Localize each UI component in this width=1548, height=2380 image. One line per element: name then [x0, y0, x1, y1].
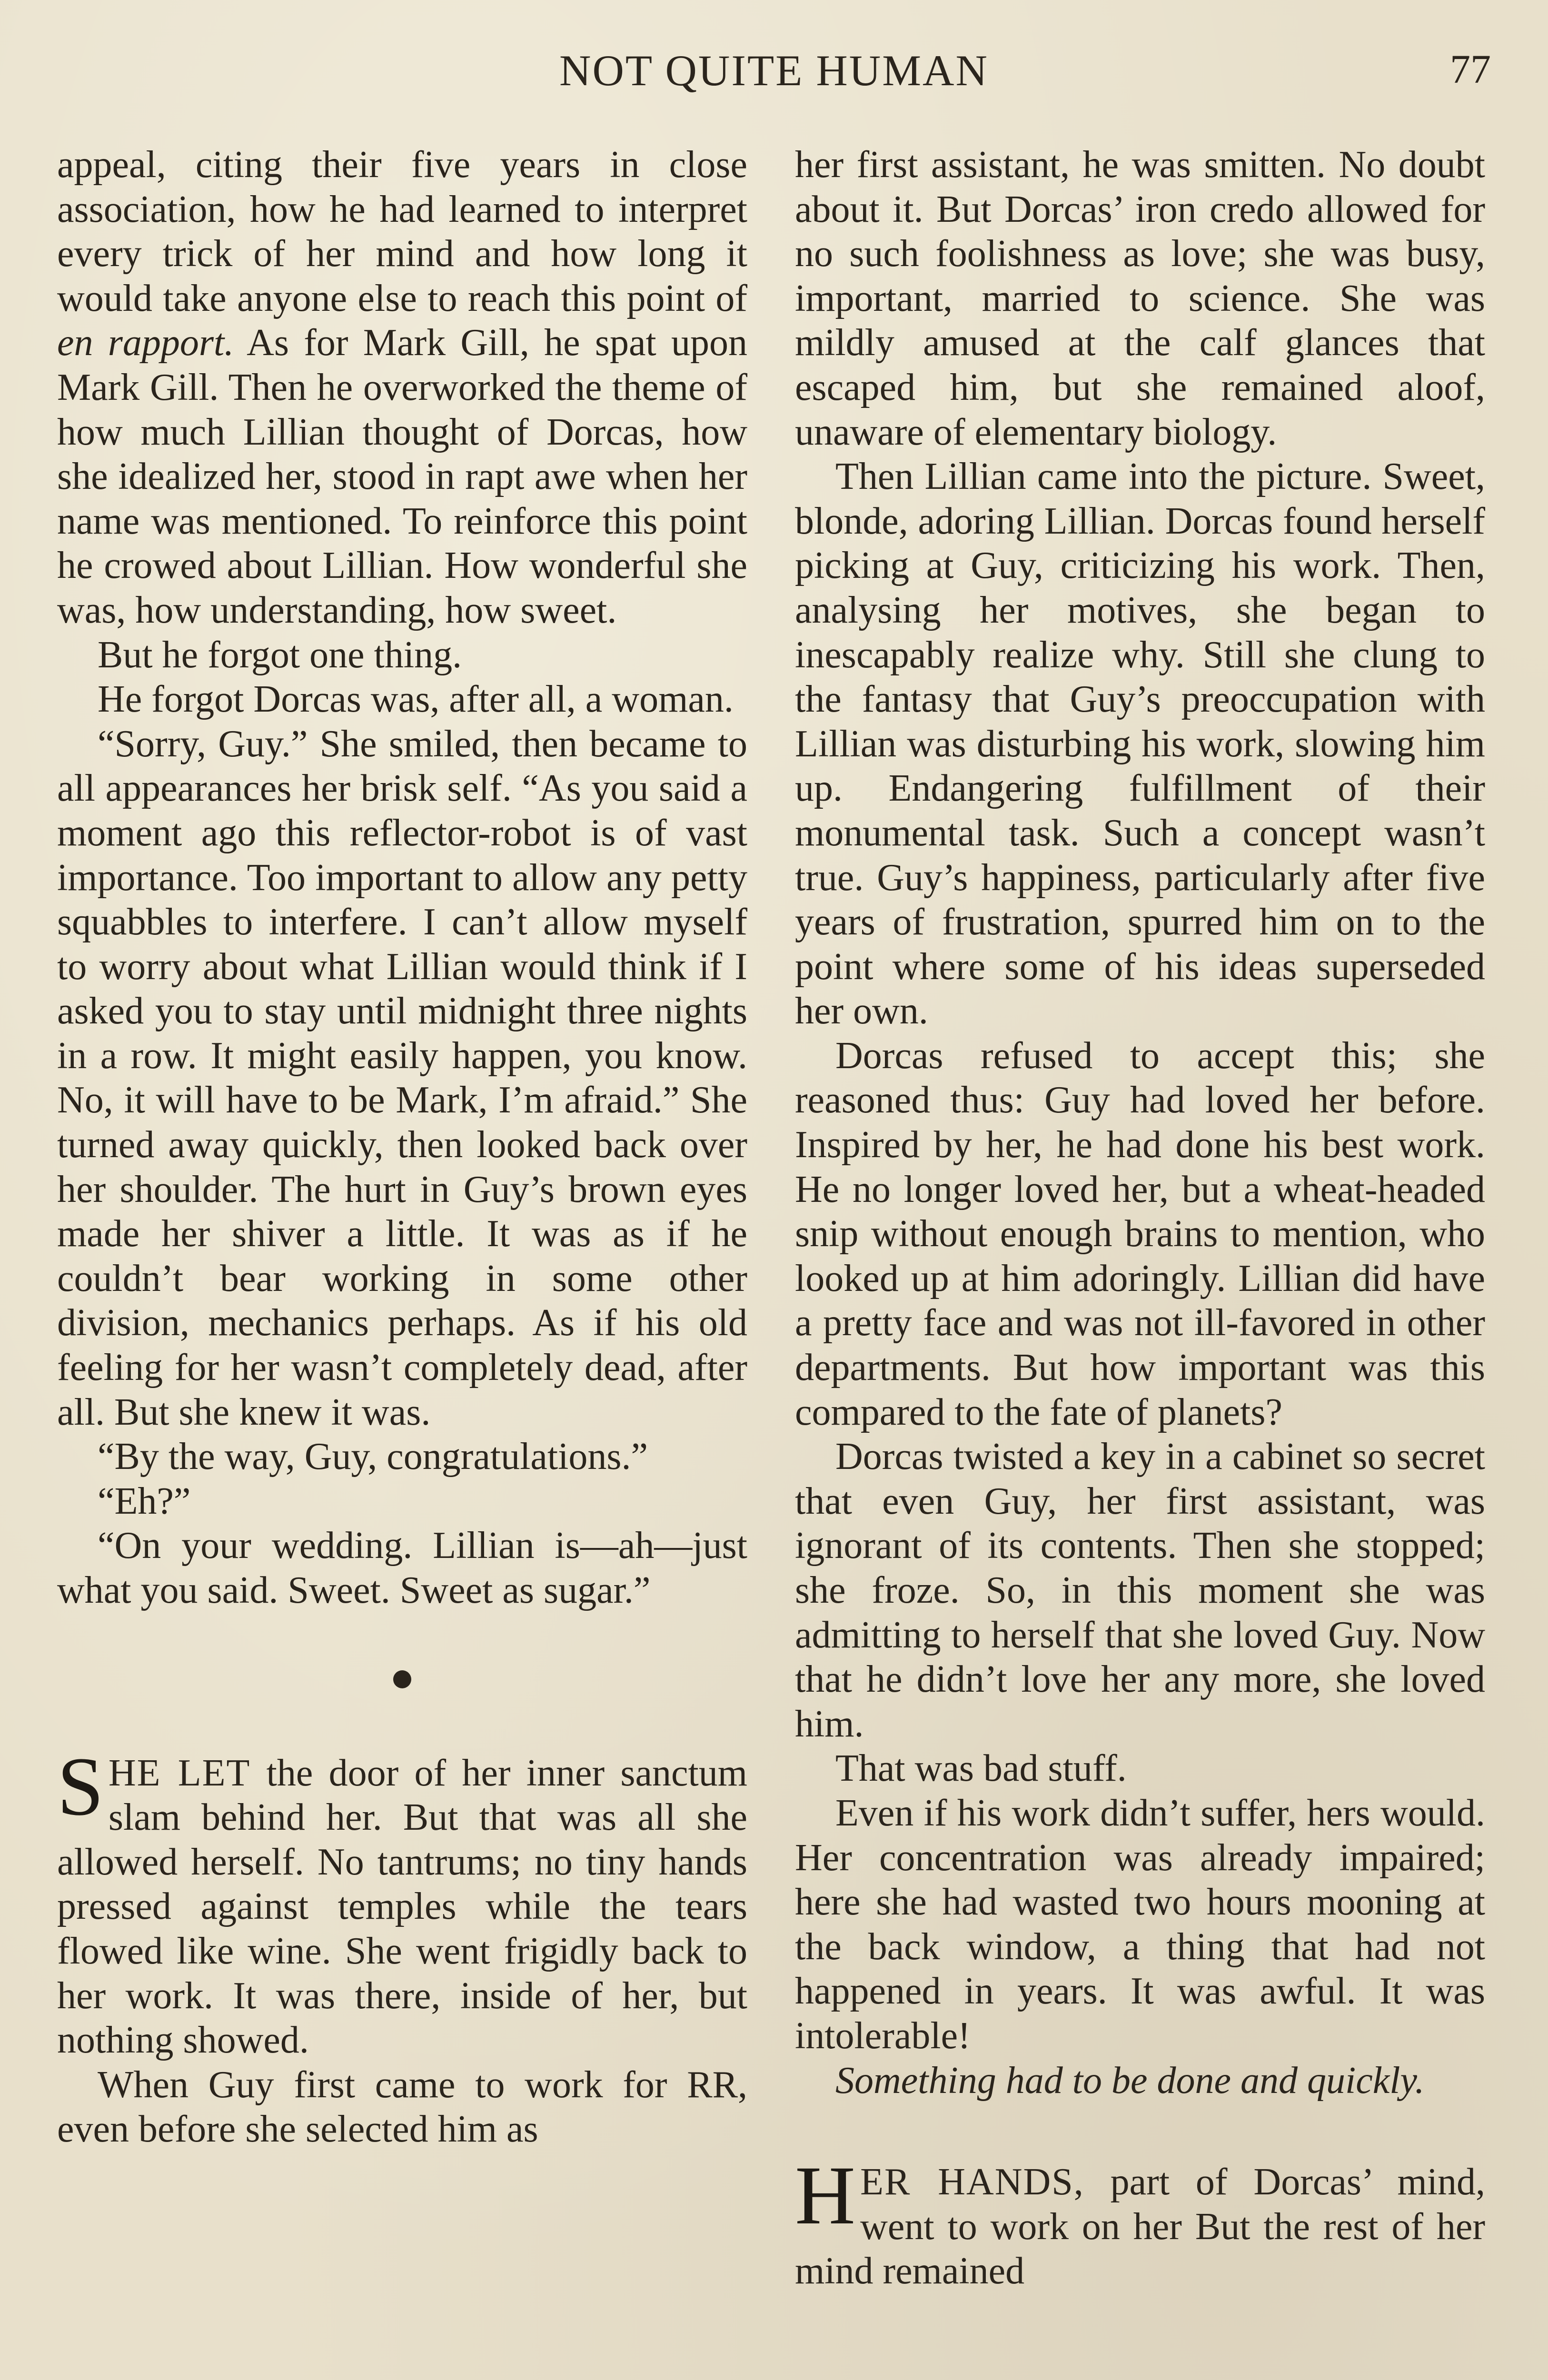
drop-cap: S — [57, 1740, 104, 1833]
paragraph: “By the way, Guy, congratulations.” — [98, 1436, 648, 1478]
paragraph: But he forgot one thing. — [98, 634, 462, 676]
paragraph: He forgot Dorcas was, after all, a woman. — [98, 678, 734, 721]
paragraph: Even if his work didn’t suffer, hers would. Her concentration was already impaired; here she had wasted two hours mooning at the back window, a thing that had not happened in years. It was awful. It was intolerable! — [795, 1792, 1485, 2057]
right-column — [795, 143, 1485, 2294]
small-caps-lead: ER HANDS, — [860, 2161, 1084, 2203]
paragraph: “Eh?” — [98, 1480, 191, 1522]
paragraph: Dorcas refused to accept this; she reasoned thus: Guy had loved her before. Inspired by her, he had done his best work. He no longer loved her, but a wheat-headed snip without enough brains to mention, who looked up at him adoringly. Lillian did have a pretty face and was not ill-favored in other departments. But how important was this compared to the fate of planets? — [795, 1034, 1485, 1433]
paragraph — [57, 143, 747, 633]
paragraph: When Guy first came to work for RR, even before she selected him as — [57, 2063, 747, 2151]
page-number: 77 — [1450, 46, 1491, 92]
paragraph-text: part of Dorcas’ mind, went to work on her But the rest of her mind remained — [795, 2161, 1486, 2292]
running-head — [0, 45, 1548, 102]
left-column — [57, 143, 747, 2152]
small-caps-lead: HE LET — [108, 1752, 251, 1794]
paragraph: Dorcas twisted a key in a cabinet so secret that even Guy, her first assistant, was ignorant of its contents. Then she stopped; she froze. So, in this moment she was admitting to herself that she loved Guy. Now that he didn’t love her any more, she loved him. — [795, 1436, 1485, 1745]
paragraph — [795, 2059, 1485, 2103]
section-opening-paragraph — [795, 2149, 1486, 2294]
paragraph-text: the door of her inner sanctum slam behind her. But that was all she allowed herself. No tantrums; no tiny hands pressed against temples while the tears flowed like wine. She went frigidly back to her work. It was there, inside of her, but nothing showed. — [57, 1752, 748, 2062]
paragraph-text: As for Mark Gill, he spat upon Mark Gill. Then he overworked the theme of how much Lillian thought of Dorcas, how she idealized her, stood in rapt awe when her name was mentioned. To reinforce this point he crowed about Lillian. How wonderful she was, how understanding, how sweet. — [57, 322, 747, 631]
section-opening-paragraph — [57, 1740, 748, 2063]
italic-phrase: en rapport. — [57, 322, 234, 364]
section-gap — [795, 2103, 1485, 2160]
paragraph: Then Lillian came into the picture. Sweet, blonde, adoring Lillian. Dorcas found herself picking at Guy, criticizing his work. Then, analysing her motives, she began to inescapably realize why. Still she clung to the fantasy that Guy’s preoccupation with Lillian was disturbing his work, slowing him up. Endangering fulfillment of their monumental task. Such a concept wasn’t true. Guy’s happiness, particularly after five years of frustration, spurred him on to the point where some of his ideas superseded her own. — [795, 456, 1485, 1032]
running-title: NOT QUITE HUMAN — [559, 46, 989, 95]
paragraph: her first assistant, he was smitten. No doubt about it. But Dorcas’ iron credo allowed for no such foolishness as love; she was busy, important, married to science. She was mildly amused at the calf glances that escaped him, but she remained aloof, unaware of elementary biology. — [795, 144, 1485, 453]
section-break — [57, 1613, 747, 1751]
section-dot-ornament — [393, 1670, 411, 1688]
paragraph: That was bad stuff. — [835, 1747, 1127, 1790]
italic-paragraph: Something had to be done and quickly. — [835, 2059, 1425, 2102]
paragraph: “On your wedding. Lillian is—ah—just what you said. Sweet. Sweet as sugar.” — [57, 1525, 747, 1611]
paragraph: “Sorry, Guy.” She smiled, then became to all appearances her brisk self. “As you said a moment ago this reflector-robot is of vast importance. Too important to allow any petty squabbles to interfere. I can’t allow myself to worry about what Lillian would think if I asked you to stay until midnight three nights in a row. It might easily happen, you know. No, it will have to be Mark, I’m afraid.” She turned away quickly, then looked back over her shoulder. The hurt in Guy’s brown eyes made her shiver a little. It was as if he couldn’t bear working in some other division, mechanics perhaps. As if his old feeling for her wasn’t completely dead, after all. But she knew it was. — [57, 723, 747, 1433]
paragraph-text: appeal, citing their five years in close association, how he had learned to interpret every trick of her mind and how long it would take anyone else to reach this point of — [57, 144, 747, 319]
drop-cap: H — [795, 2149, 856, 2242]
